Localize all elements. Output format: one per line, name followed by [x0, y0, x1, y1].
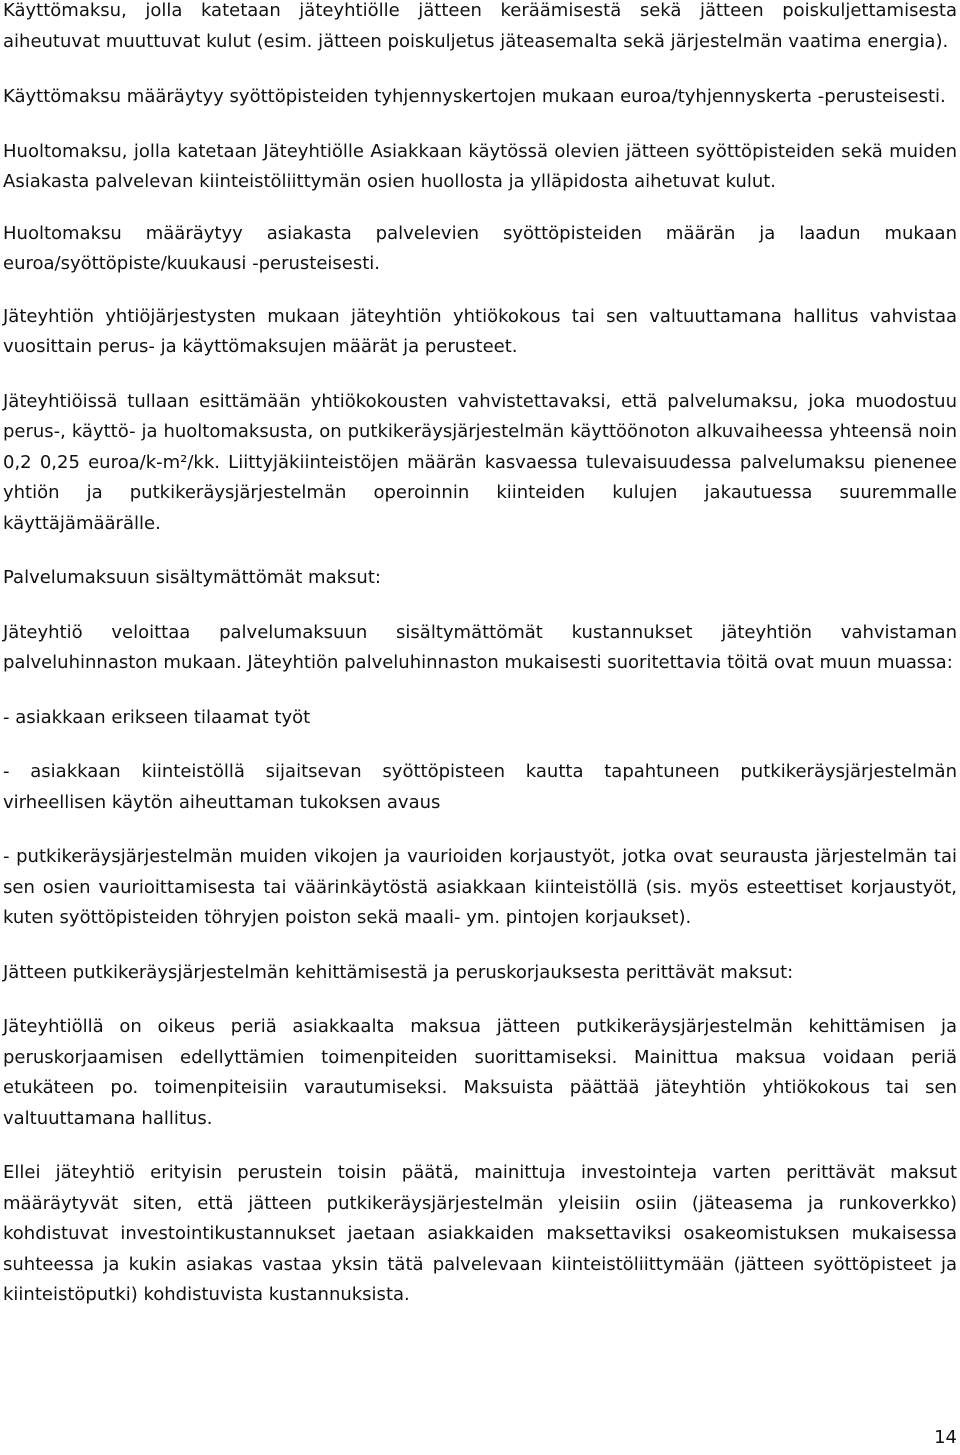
paragraph-huoltomaksu-basis: Huoltomaksu määräytyy asiakasta palvelevien syöttöpisteiden määrän ja laadun mukaan euroa/syöttöpiste/kuukausi -perusteisesti.: [3, 222, 957, 274]
paragraph-excluded-fees-intro: Jäteyhtiö veloittaa palvelumaksuun sisältymättömät kustannukset jäteyhtiön vahvistaman palveluhinnaston mukaan. Jäteyhtiön palveluhinnaston mukaisesti suoritettavia töitä ovat muun muassa:: [3, 621, 957, 673]
paragraph-huoltomaksu-definition: Huoltomaksu, jolla katetaan Jäteyhtiölle Asiakkaan käytössä olevien jätteen syöttöpisteiden sekä muiden Asiakasta palvelevan kiinteistöliittymän osien huollosta ja ylläpidosta aihetuvat kulut.: [3, 140, 957, 192]
list-item-ordered-work: - asiakkaan erikseen tilaamat työt: [3, 706, 311, 728]
list-item-repairs: - putkikeräysjärjestelmän muiden vikojen ja vaurioiden korjaustyöt, jotka ovat seurausta järjestelmän tai sen osien vaurioittamisesta tai väärinkäytöstä asiakkaan kiinteistöllä (sis. myös esteettiset korjaustyöt, kuten syöttöpisteiden töhryjen poiston sekä maali- ym. pintojen korjaukset).: [3, 846, 957, 928]
paragraph-kayttomaksu-definition: Käyttömaksu, jolla katetaan jäteyhtiölle jätteen keräämisestä sekä jätteen poiskuljettamisesta aiheutuvat muuttuvat kulut (esim. jätteen poiskuljetus jäteasemalta sekä järjestelmän vaatima energia).: [3, 0, 957, 52]
heading-excluded-fees: Palvelumaksuun sisältymättömät maksut:: [3, 567, 381, 588]
paragraph-yhtiojarjestys: Jäteyhtiön yhtiöjärjestysten mukaan jäteyhtiön yhtiökokous tai sen valtuuttamana hallitus vahvistaa vuosittain perus- ja käyttömaksujen määrät ja perusteet.: [3, 305, 957, 357]
heading-development-fees: Jätteen putkikeräysjärjestelmän kehittämisestä ja peruskorjauksesta perittävät maksut:: [3, 961, 794, 983]
paragraph-investment-allocation: Ellei jäteyhtiö erityisin perustein toisin päätä, mainittuja investointeja varten perittävät maksut määräytyvät siten, että jätteen putkikeräysjärjestelmän yleisiin osiin (jäteasema ja runkoverkko) kohdistuvat investointikustannukset jaetaan asiakkaiden maksettaviksi osakeomistuksen mukaisessa suhteessa ja kukin asiakas vastaa yksin tätä palvelevaan kiinteistöliittymään (jätteen syöttöpisteet ja kiinteistöputki) kohdistuvista kustannuksista.: [3, 1162, 957, 1305]
list-item-blockage-removal: - asiakkaan kiinteistöllä sijaitsevan syöttöpisteen kautta tapahtuneen putkikeräysjärjestelmän virheellisen käytön aiheuttaman tukoksen avaus: [3, 761, 957, 813]
page-number: 14: [934, 1427, 957, 1448]
document-body: [3, 0, 957, 1311]
paragraph-kayttomaksu-basis: Käyttömaksu määräytyy syöttöpisteiden tyhjennyskertojen mukaan euroa/tyhjennyskerta -perusteisesti.: [3, 86, 946, 107]
paragraph-palvelumaksu-estimate: Jäteyhtiöissä tullaan esittämään yhtiökokousten vahvistettavaksi, että palvelumaksu, joka muodostuu perus-, käyttö- ja huoltomaksusta, on putkikeräysjärjestelmän käyttöönoton alkuvaiheessa yhteensä noin 0,2 0,25 euroa/k-m²/kk. Liittyjäkiinteistöjen määrän kasvaessa tulevaisuudessa palvelumaksu pienenee yhtiön ja putkikeräysjärjestelmän operoinnin kiinteiden kulujen jakautuessa suuremmalle käyttäjämäärälle.: [3, 390, 957, 534]
paragraph-development-fees: Jäteyhtiöllä on oikeus periä asiakkaalta maksua jätteen putkikeräysjärjestelmän kehittämisen ja peruskorjaamisen edellyttämien toimenpiteiden suorittamiseksi. Mainittua maksua voidaan periä etukäteen po. toimenpiteisiin varautumiseksi. Maksuista päättää jäteyhtiön yhtiökokous tai sen valtuuttamana hallitus.: [3, 1016, 957, 1129]
